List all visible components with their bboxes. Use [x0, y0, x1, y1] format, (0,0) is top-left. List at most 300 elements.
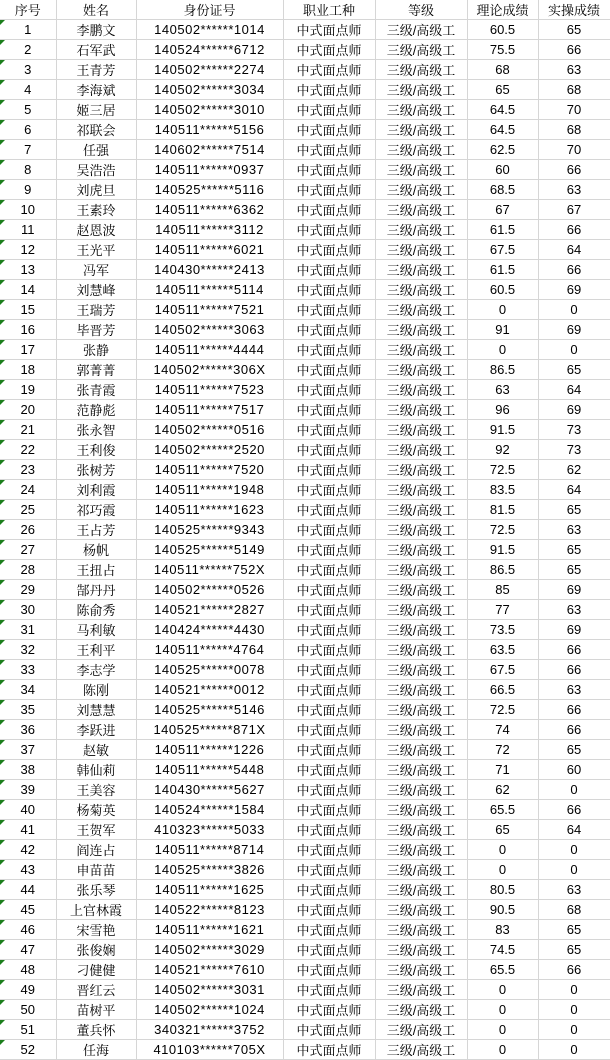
cell-serial[interactable]: 16 [0, 320, 56, 340]
cell-theory-score[interactable]: 0 [467, 1020, 538, 1040]
cell-id-number[interactable]: 140511******1623 [136, 500, 283, 520]
cell-id-number[interactable]: 140502******3029 [136, 940, 283, 960]
cell-serial[interactable]: 9 [0, 180, 56, 200]
col-header-theory-score[interactable]: 理论成绩 [467, 0, 538, 20]
cell-level[interactable]: 三级/高级工 [375, 480, 467, 500]
cell-level[interactable]: 三级/高级工 [375, 560, 467, 580]
cell-id-number[interactable]: 140524******1584 [136, 800, 283, 820]
cell-job-type[interactable]: 中式面点师 [283, 240, 375, 260]
cell-theory-score[interactable]: 63.5 [467, 640, 538, 660]
cell-level[interactable]: 三级/高级工 [375, 840, 467, 860]
cell-theory-score[interactable]: 67.5 [467, 240, 538, 260]
cell-level[interactable]: 三级/高级工 [375, 900, 467, 920]
cell-serial[interactable]: 12 [0, 240, 56, 260]
cell-level[interactable]: 三级/高级工 [375, 780, 467, 800]
cell-id-number[interactable]: 140511******5114 [136, 280, 283, 300]
cell-practical-score[interactable]: 62 [538, 460, 610, 480]
cell-name[interactable]: 杨菊英 [56, 800, 136, 820]
cell-theory-score[interactable]: 0 [467, 980, 538, 1000]
cell-practical-score[interactable]: 0 [538, 860, 610, 880]
cell-job-type[interactable]: 中式面点师 [283, 40, 375, 60]
cell-level[interactable]: 三级/高级工 [375, 700, 467, 720]
cell-practical-score[interactable]: 69 [538, 280, 610, 300]
cell-job-type[interactable]: 中式面点师 [283, 260, 375, 280]
cell-level[interactable]: 三级/高级工 [375, 40, 467, 60]
cell-level[interactable]: 三级/高级工 [375, 380, 467, 400]
cell-serial[interactable]: 7 [0, 140, 56, 160]
cell-level[interactable]: 三级/高级工 [375, 400, 467, 420]
cell-job-type[interactable]: 中式面点师 [283, 320, 375, 340]
col-header-practical-score[interactable]: 实操成绩 [538, 0, 610, 20]
cell-practical-score[interactable]: 66 [538, 160, 610, 180]
cell-name[interactable]: 任强 [56, 140, 136, 160]
cell-job-type[interactable]: 中式面点师 [283, 180, 375, 200]
cell-level[interactable]: 三级/高级工 [375, 980, 467, 1000]
cell-theory-score[interactable]: 91.5 [467, 420, 538, 440]
cell-theory-score[interactable]: 81.5 [467, 500, 538, 520]
cell-name[interactable]: 王瑞芳 [56, 300, 136, 320]
cell-job-type[interactable]: 中式面点师 [283, 980, 375, 1000]
cell-name[interactable]: 晋红云 [56, 980, 136, 1000]
cell-practical-score[interactable]: 0 [538, 1000, 610, 1020]
cell-id-number[interactable]: 140511******5156 [136, 120, 283, 140]
cell-practical-score[interactable]: 0 [538, 840, 610, 860]
cell-practical-score[interactable]: 60 [538, 760, 610, 780]
cell-practical-score[interactable]: 64 [538, 820, 610, 840]
cell-job-type[interactable]: 中式面点师 [283, 480, 375, 500]
cell-level[interactable]: 三级/高级工 [375, 820, 467, 840]
cell-theory-score[interactable]: 72.5 [467, 520, 538, 540]
cell-serial[interactable]: 52 [0, 1040, 56, 1060]
col-header-level[interactable]: 等级 [375, 0, 467, 20]
cell-level[interactable]: 三级/高级工 [375, 120, 467, 140]
cell-id-number[interactable]: 140424******4430 [136, 620, 283, 640]
cell-practical-score[interactable]: 68 [538, 900, 610, 920]
cell-level[interactable]: 三级/高级工 [375, 220, 467, 240]
cell-serial[interactable]: 41 [0, 820, 56, 840]
cell-serial[interactable]: 1 [0, 20, 56, 40]
cell-serial[interactable]: 31 [0, 620, 56, 640]
cell-serial[interactable]: 23 [0, 460, 56, 480]
cell-serial[interactable]: 6 [0, 120, 56, 140]
cell-name[interactable]: 王利平 [56, 640, 136, 660]
cell-name[interactable]: 祁联会 [56, 120, 136, 140]
cell-theory-score[interactable]: 65.5 [467, 960, 538, 980]
cell-practical-score[interactable]: 65 [538, 920, 610, 940]
cell-name[interactable]: 李海斌 [56, 80, 136, 100]
cell-level[interactable]: 三级/高级工 [375, 500, 467, 520]
cell-id-number[interactable]: 140502******306X [136, 360, 283, 380]
cell-theory-score[interactable]: 65.5 [467, 800, 538, 820]
cell-serial[interactable]: 2 [0, 40, 56, 60]
cell-name[interactable]: 张永智 [56, 420, 136, 440]
cell-id-number[interactable]: 140511******1226 [136, 740, 283, 760]
cell-serial[interactable]: 51 [0, 1020, 56, 1040]
cell-level[interactable]: 三级/高级工 [375, 360, 467, 380]
cell-practical-score[interactable]: 69 [538, 400, 610, 420]
cell-name[interactable]: 董兵怀 [56, 1020, 136, 1040]
cell-serial[interactable]: 33 [0, 660, 56, 680]
cell-practical-score[interactable]: 65 [538, 20, 610, 40]
cell-level[interactable]: 三级/高级工 [375, 320, 467, 340]
cell-name[interactable]: 苗树平 [56, 1000, 136, 1020]
cell-practical-score[interactable]: 0 [538, 300, 610, 320]
cell-practical-score[interactable]: 64 [538, 240, 610, 260]
cell-id-number[interactable]: 140511******5448 [136, 760, 283, 780]
cell-serial[interactable]: 18 [0, 360, 56, 380]
cell-practical-score[interactable]: 63 [538, 680, 610, 700]
cell-level[interactable]: 三级/高级工 [375, 800, 467, 820]
cell-job-type[interactable]: 中式面点师 [283, 580, 375, 600]
cell-level[interactable]: 三级/高级工 [375, 140, 467, 160]
col-header-serial[interactable]: 序号 [0, 0, 56, 20]
cell-level[interactable]: 三级/高级工 [375, 460, 467, 480]
cell-level[interactable]: 三级/高级工 [375, 1020, 467, 1040]
cell-id-number[interactable]: 140511******1625 [136, 880, 283, 900]
cell-job-type[interactable]: 中式面点师 [283, 540, 375, 560]
col-header-id-number[interactable]: 身份证号 [136, 0, 283, 20]
cell-level[interactable]: 三级/高级工 [375, 880, 467, 900]
cell-theory-score[interactable]: 90.5 [467, 900, 538, 920]
cell-job-type[interactable]: 中式面点师 [283, 640, 375, 660]
cell-serial[interactable]: 20 [0, 400, 56, 420]
cell-name[interactable]: 王光平 [56, 240, 136, 260]
cell-practical-score[interactable]: 66 [538, 960, 610, 980]
cell-name[interactable]: 杨帆 [56, 540, 136, 560]
cell-job-type[interactable]: 中式面点师 [283, 840, 375, 860]
cell-level[interactable]: 三级/高级工 [375, 340, 467, 360]
cell-id-number[interactable]: 140502******0516 [136, 420, 283, 440]
cell-theory-score[interactable]: 64.5 [467, 120, 538, 140]
cell-id-number[interactable]: 140502******3010 [136, 100, 283, 120]
cell-practical-score[interactable]: 65 [538, 740, 610, 760]
cell-id-number[interactable]: 140521******2827 [136, 600, 283, 620]
cell-job-type[interactable]: 中式面点师 [283, 900, 375, 920]
cell-theory-score[interactable]: 65 [467, 820, 538, 840]
cell-level[interactable]: 三级/高级工 [375, 520, 467, 540]
cell-id-number[interactable]: 140602******7514 [136, 140, 283, 160]
cell-practical-score[interactable]: 63 [538, 880, 610, 900]
cell-id-number[interactable]: 140525******9343 [136, 520, 283, 540]
cell-name[interactable]: 王贺军 [56, 820, 136, 840]
cell-name[interactable]: 石军武 [56, 40, 136, 60]
cell-job-type[interactable]: 中式面点师 [283, 340, 375, 360]
cell-level[interactable]: 三级/高级工 [375, 620, 467, 640]
cell-level[interactable]: 三级/高级工 [375, 20, 467, 40]
cell-id-number[interactable]: 140511******7521 [136, 300, 283, 320]
cell-name[interactable]: 王扭占 [56, 560, 136, 580]
cell-level[interactable]: 三级/高级工 [375, 180, 467, 200]
cell-job-type[interactable]: 中式面点师 [283, 20, 375, 40]
cell-id-number[interactable]: 140511******1948 [136, 480, 283, 500]
cell-name[interactable]: 姬三居 [56, 100, 136, 120]
cell-id-number[interactable]: 140511******1621 [136, 920, 283, 940]
cell-id-number[interactable]: 140511******752X [136, 560, 283, 580]
cell-serial[interactable]: 43 [0, 860, 56, 880]
cell-name[interactable]: 刘慧慧 [56, 700, 136, 720]
cell-id-number[interactable]: 140525******5149 [136, 540, 283, 560]
cell-serial[interactable]: 27 [0, 540, 56, 560]
cell-job-type[interactable]: 中式面点师 [283, 700, 375, 720]
cell-job-type[interactable]: 中式面点师 [283, 300, 375, 320]
cell-level[interactable]: 三级/高级工 [375, 1000, 467, 1020]
cell-id-number[interactable]: 140502******3034 [136, 80, 283, 100]
cell-id-number[interactable]: 140511******3112 [136, 220, 283, 240]
cell-serial[interactable]: 17 [0, 340, 56, 360]
cell-name[interactable]: 阎连占 [56, 840, 136, 860]
cell-theory-score[interactable]: 68.5 [467, 180, 538, 200]
cell-theory-score[interactable]: 65 [467, 80, 538, 100]
cell-theory-score[interactable]: 66.5 [467, 680, 538, 700]
cell-id-number[interactable]: 140522******8123 [136, 900, 283, 920]
cell-theory-score[interactable]: 74 [467, 720, 538, 740]
cell-theory-score[interactable]: 72 [467, 740, 538, 760]
cell-theory-score[interactable]: 74.5 [467, 940, 538, 960]
cell-level[interactable]: 三级/高级工 [375, 720, 467, 740]
cell-serial[interactable]: 8 [0, 160, 56, 180]
cell-serial[interactable]: 37 [0, 740, 56, 760]
cell-id-number[interactable]: 140502******1024 [136, 1000, 283, 1020]
cell-id-number[interactable]: 140511******7523 [136, 380, 283, 400]
cell-theory-score[interactable]: 67.5 [467, 660, 538, 680]
cell-practical-score[interactable]: 66 [538, 220, 610, 240]
cell-job-type[interactable]: 中式面点师 [283, 420, 375, 440]
cell-serial[interactable]: 5 [0, 100, 56, 120]
cell-name[interactable]: 陈刚 [56, 680, 136, 700]
cell-theory-score[interactable]: 96 [467, 400, 538, 420]
cell-job-type[interactable]: 中式面点师 [283, 60, 375, 80]
col-header-name[interactable]: 姓名 [56, 0, 136, 20]
cell-serial[interactable]: 30 [0, 600, 56, 620]
cell-job-type[interactable]: 中式面点师 [283, 440, 375, 460]
cell-job-type[interactable]: 中式面点师 [283, 860, 375, 880]
cell-id-number[interactable]: 140511******7517 [136, 400, 283, 420]
cell-theory-score[interactable]: 0 [467, 840, 538, 860]
cell-serial[interactable]: 10 [0, 200, 56, 220]
cell-serial[interactable]: 36 [0, 720, 56, 740]
cell-name[interactable]: 刁健健 [56, 960, 136, 980]
cell-name[interactable]: 上官林霞 [56, 900, 136, 920]
cell-id-number[interactable]: 140525******5146 [136, 700, 283, 720]
cell-level[interactable]: 三级/高级工 [375, 960, 467, 980]
cell-practical-score[interactable]: 69 [538, 580, 610, 600]
cell-job-type[interactable]: 中式面点师 [283, 880, 375, 900]
cell-name[interactable]: 王青芳 [56, 60, 136, 80]
cell-name[interactable]: 张青霞 [56, 380, 136, 400]
cell-practical-score[interactable]: 65 [538, 500, 610, 520]
cell-practical-score[interactable]: 66 [538, 260, 610, 280]
cell-serial[interactable]: 21 [0, 420, 56, 440]
cell-theory-score[interactable]: 64.5 [467, 100, 538, 120]
cell-practical-score[interactable]: 65 [538, 940, 610, 960]
cell-theory-score[interactable]: 61.5 [467, 220, 538, 240]
cell-name[interactable]: 郜丹丹 [56, 580, 136, 600]
cell-theory-score[interactable]: 0 [467, 340, 538, 360]
cell-job-type[interactable]: 中式面点师 [283, 800, 375, 820]
cell-serial[interactable]: 4 [0, 80, 56, 100]
cell-theory-score[interactable]: 91 [467, 320, 538, 340]
cell-theory-score[interactable]: 62.5 [467, 140, 538, 160]
cell-job-type[interactable]: 中式面点师 [283, 600, 375, 620]
cell-level[interactable]: 三级/高级工 [375, 200, 467, 220]
cell-name[interactable]: 张俊娴 [56, 940, 136, 960]
cell-job-type[interactable]: 中式面点师 [283, 500, 375, 520]
cell-id-number[interactable]: 140521******0012 [136, 680, 283, 700]
cell-level[interactable]: 三级/高级工 [375, 60, 467, 80]
cell-id-number[interactable]: 140511******6362 [136, 200, 283, 220]
cell-id-number[interactable]: 140511******8714 [136, 840, 283, 860]
cell-practical-score[interactable]: 69 [538, 620, 610, 640]
cell-id-number[interactable]: 140525******5116 [136, 180, 283, 200]
cell-practical-score[interactable]: 66 [538, 40, 610, 60]
cell-level[interactable]: 三级/高级工 [375, 300, 467, 320]
cell-level[interactable]: 三级/高级工 [375, 580, 467, 600]
cell-serial[interactable]: 13 [0, 260, 56, 280]
cell-theory-score[interactable]: 92 [467, 440, 538, 460]
cell-id-number[interactable]: 140511******4764 [136, 640, 283, 660]
cell-serial[interactable]: 35 [0, 700, 56, 720]
cell-job-type[interactable]: 中式面点师 [283, 380, 375, 400]
cell-practical-score[interactable]: 0 [538, 340, 610, 360]
cell-name[interactable]: 申苗苗 [56, 860, 136, 880]
cell-practical-score[interactable]: 66 [538, 720, 610, 740]
cell-theory-score[interactable]: 63 [467, 380, 538, 400]
cell-level[interactable]: 三级/高级工 [375, 240, 467, 260]
cell-job-type[interactable]: 中式面点师 [283, 200, 375, 220]
cell-name[interactable]: 任海 [56, 1040, 136, 1060]
cell-level[interactable]: 三级/高级工 [375, 760, 467, 780]
cell-level[interactable]: 三级/高级工 [375, 1040, 467, 1060]
cell-theory-score[interactable]: 61.5 [467, 260, 538, 280]
cell-name[interactable]: 王素玲 [56, 200, 136, 220]
cell-theory-score[interactable]: 72.5 [467, 460, 538, 480]
cell-name[interactable]: 刘慧峰 [56, 280, 136, 300]
cell-level[interactable]: 三级/高级工 [375, 80, 467, 100]
cell-name[interactable]: 李鹏文 [56, 20, 136, 40]
cell-job-type[interactable]: 中式面点师 [283, 760, 375, 780]
cell-job-type[interactable]: 中式面点师 [283, 720, 375, 740]
cell-serial[interactable]: 42 [0, 840, 56, 860]
cell-job-type[interactable]: 中式面点师 [283, 460, 375, 480]
cell-name[interactable]: 王美容 [56, 780, 136, 800]
cell-level[interactable]: 三级/高级工 [375, 860, 467, 880]
cell-id-number[interactable]: 140525******3826 [136, 860, 283, 880]
cell-theory-score[interactable]: 83 [467, 920, 538, 940]
cell-id-number[interactable]: 140502******2274 [136, 60, 283, 80]
cell-practical-score[interactable]: 73 [538, 440, 610, 460]
cell-job-type[interactable]: 中式面点师 [283, 400, 375, 420]
cell-serial[interactable]: 14 [0, 280, 56, 300]
cell-level[interactable]: 三级/高级工 [375, 920, 467, 940]
cell-name[interactable]: 张乐琴 [56, 880, 136, 900]
cell-name[interactable]: 冯军 [56, 260, 136, 280]
cell-id-number[interactable]: 140430******5627 [136, 780, 283, 800]
cell-level[interactable]: 三级/高级工 [375, 260, 467, 280]
cell-name[interactable]: 李志学 [56, 660, 136, 680]
cell-level[interactable]: 三级/高级工 [375, 280, 467, 300]
cell-id-number[interactable]: 410323******5033 [136, 820, 283, 840]
cell-practical-score[interactable]: 66 [538, 800, 610, 820]
cell-job-type[interactable]: 中式面点师 [283, 920, 375, 940]
cell-serial[interactable]: 50 [0, 1000, 56, 1020]
cell-job-type[interactable]: 中式面点师 [283, 680, 375, 700]
cell-level[interactable]: 三级/高级工 [375, 440, 467, 460]
cell-serial[interactable]: 34 [0, 680, 56, 700]
cell-job-type[interactable]: 中式面点师 [283, 780, 375, 800]
cell-practical-score[interactable]: 66 [538, 640, 610, 660]
cell-level[interactable]: 三级/高级工 [375, 640, 467, 660]
cell-job-type[interactable]: 中式面点师 [283, 940, 375, 960]
cell-id-number[interactable]: 140511******0937 [136, 160, 283, 180]
cell-practical-score[interactable]: 65 [538, 540, 610, 560]
cell-theory-score[interactable]: 60.5 [467, 20, 538, 40]
cell-practical-score[interactable]: 64 [538, 380, 610, 400]
cell-name[interactable]: 刘虎旦 [56, 180, 136, 200]
cell-theory-score[interactable]: 85 [467, 580, 538, 600]
cell-id-number[interactable]: 140511******4444 [136, 340, 283, 360]
cell-serial[interactable]: 39 [0, 780, 56, 800]
cell-practical-score[interactable]: 73 [538, 420, 610, 440]
cell-job-type[interactable]: 中式面点师 [283, 160, 375, 180]
cell-practical-score[interactable]: 67 [538, 200, 610, 220]
cell-serial[interactable]: 46 [0, 920, 56, 940]
cell-practical-score[interactable]: 69 [538, 320, 610, 340]
cell-serial[interactable]: 40 [0, 800, 56, 820]
cell-job-type[interactable]: 中式面点师 [283, 520, 375, 540]
cell-practical-score[interactable]: 63 [538, 520, 610, 540]
cell-level[interactable]: 三级/高级工 [375, 660, 467, 680]
cell-job-type[interactable]: 中式面点师 [283, 280, 375, 300]
cell-id-number[interactable]: 140524******6712 [136, 40, 283, 60]
cell-serial[interactable]: 28 [0, 560, 56, 580]
cell-theory-score[interactable]: 73.5 [467, 620, 538, 640]
cell-name[interactable]: 王占芳 [56, 520, 136, 540]
cell-serial[interactable]: 47 [0, 940, 56, 960]
cell-practical-score[interactable]: 65 [538, 560, 610, 580]
cell-id-number[interactable]: 140511******7520 [136, 460, 283, 480]
cell-id-number[interactable]: 140502******3031 [136, 980, 283, 1000]
cell-practical-score[interactable]: 64 [538, 480, 610, 500]
cell-serial[interactable]: 45 [0, 900, 56, 920]
cell-serial[interactable]: 15 [0, 300, 56, 320]
cell-serial[interactable]: 38 [0, 760, 56, 780]
cell-job-type[interactable]: 中式面点师 [283, 80, 375, 100]
cell-job-type[interactable]: 中式面点师 [283, 120, 375, 140]
cell-job-type[interactable]: 中式面点师 [283, 100, 375, 120]
cell-theory-score[interactable]: 60 [467, 160, 538, 180]
cell-name[interactable]: 祁巧霞 [56, 500, 136, 520]
cell-theory-score[interactable]: 0 [467, 1040, 538, 1060]
cell-level[interactable]: 三级/高级工 [375, 100, 467, 120]
cell-job-type[interactable]: 中式面点师 [283, 1000, 375, 1020]
cell-practical-score[interactable]: 0 [538, 1020, 610, 1040]
cell-theory-score[interactable]: 0 [467, 300, 538, 320]
cell-job-type[interactable]: 中式面点师 [283, 1020, 375, 1040]
cell-theory-score[interactable]: 80.5 [467, 880, 538, 900]
cell-job-type[interactable]: 中式面点师 [283, 960, 375, 980]
cell-theory-score[interactable]: 72.5 [467, 700, 538, 720]
cell-job-type[interactable]: 中式面点师 [283, 560, 375, 580]
cell-name[interactable]: 刘利霞 [56, 480, 136, 500]
cell-job-type[interactable]: 中式面点师 [283, 620, 375, 640]
cell-theory-score[interactable]: 0 [467, 1000, 538, 1020]
cell-serial[interactable]: 19 [0, 380, 56, 400]
cell-theory-score[interactable]: 60.5 [467, 280, 538, 300]
cell-practical-score[interactable]: 63 [538, 180, 610, 200]
cell-id-number[interactable]: 140525******871X [136, 720, 283, 740]
cell-name[interactable]: 马利敏 [56, 620, 136, 640]
cell-practical-score[interactable]: 68 [538, 80, 610, 100]
